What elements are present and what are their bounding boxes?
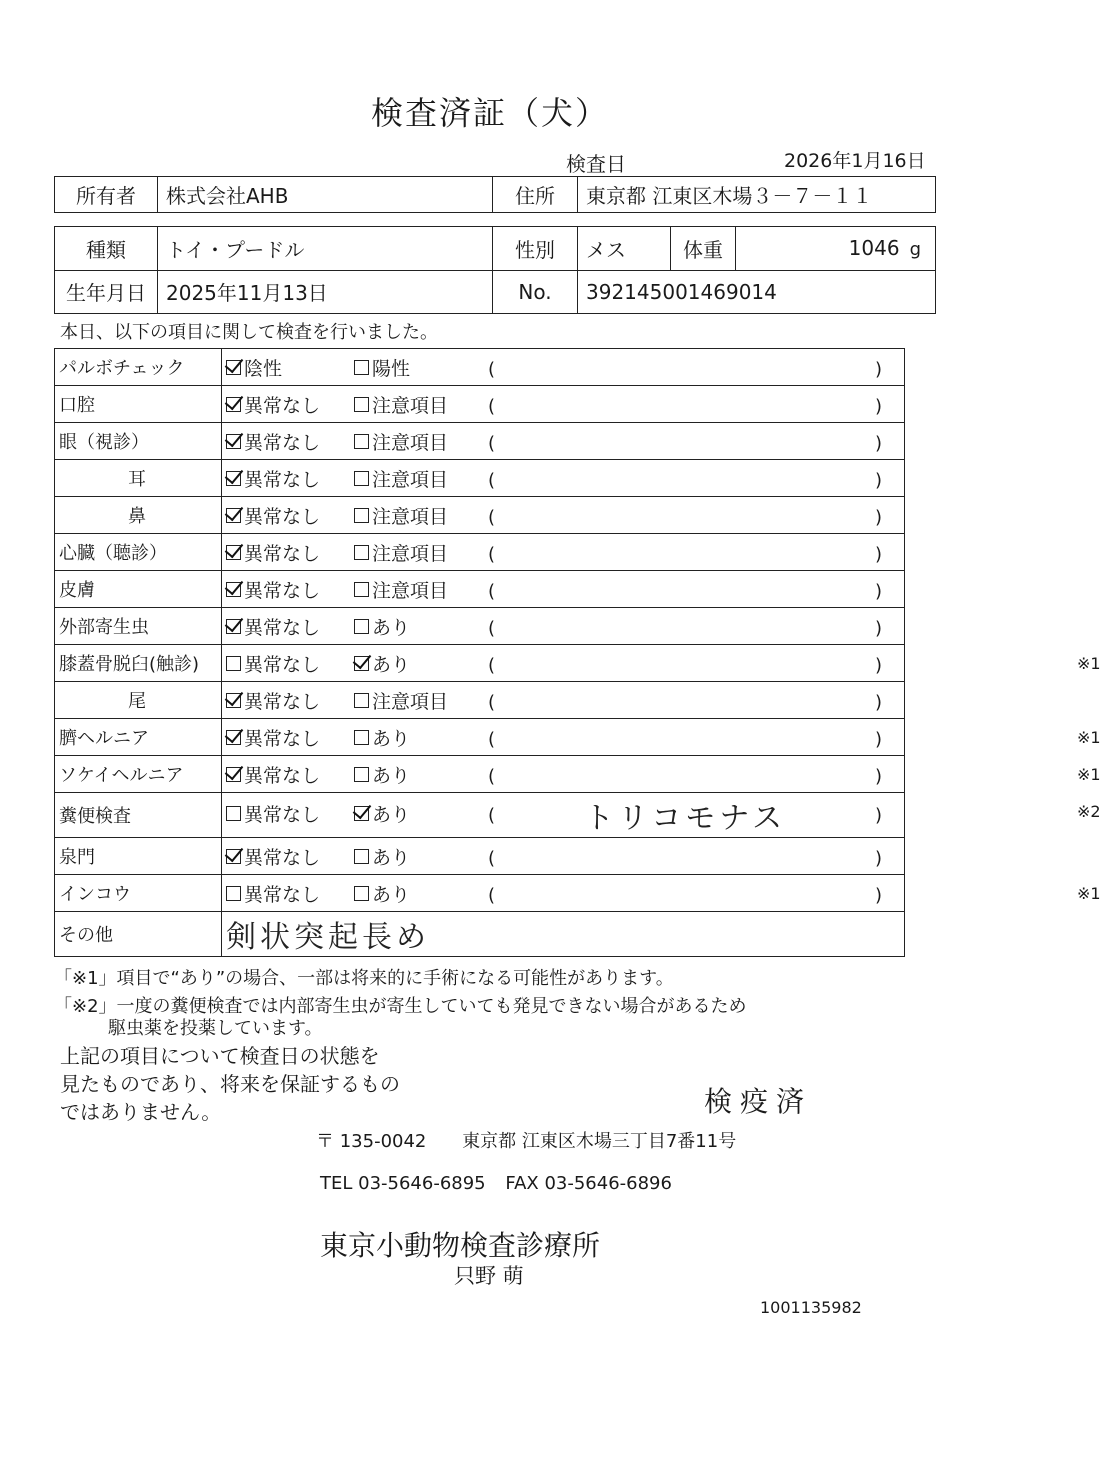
item-note-field xyxy=(488,544,882,565)
option-label: 注意項目 xyxy=(372,505,449,528)
item-note-field xyxy=(488,885,882,906)
other-label-cell xyxy=(55,912,222,957)
checked-checkbox-icon[interactable] xyxy=(226,767,241,782)
option-label: 異常なし xyxy=(244,653,321,676)
option-label: 異常なし xyxy=(244,883,321,906)
item-options-cell xyxy=(222,875,1101,912)
clinic-address-line xyxy=(316,1127,736,1153)
checkbox-icon[interactable] xyxy=(226,656,241,671)
option-normal[interactable] xyxy=(226,502,354,529)
clinic-address: 東京都 江東区木場三丁目7番11号 xyxy=(462,1131,737,1152)
item-options-cell xyxy=(222,645,1101,682)
option-abnormal[interactable] xyxy=(354,761,482,788)
option-label: 注意項目 xyxy=(372,431,449,454)
footnote-marker: ※1 xyxy=(1077,765,1101,784)
option-label: 異常なし xyxy=(244,579,321,602)
option-normal[interactable] xyxy=(226,687,354,714)
owner-table xyxy=(54,176,936,213)
weight-unit: g xyxy=(909,239,921,261)
item-name: インコウ xyxy=(59,884,131,905)
breed-label: 種類 xyxy=(55,227,158,271)
other-note-cell xyxy=(222,912,905,957)
item-name: 眼（視診） xyxy=(59,432,149,453)
checked-checkbox-icon[interactable] xyxy=(354,806,369,821)
item-name: 尾 xyxy=(128,691,146,712)
option-normal[interactable] xyxy=(226,391,354,418)
item-name-cell xyxy=(55,349,222,386)
item-row xyxy=(55,534,905,571)
item-row xyxy=(55,756,905,793)
checkbox-icon[interactable] xyxy=(354,545,369,560)
footnote-marker: ※2 xyxy=(1077,802,1101,821)
option-abnormal[interactable] xyxy=(354,428,482,455)
checkbox-icon[interactable] xyxy=(354,471,369,486)
option-abnormal[interactable] xyxy=(354,800,482,827)
paren-close: ) xyxy=(874,358,882,380)
paren-open: ( xyxy=(488,617,496,639)
option-label: 注意項目 xyxy=(372,394,449,417)
item-name: 膝蓋骨脱臼(触診) xyxy=(59,654,200,675)
inspection-date: 2026年1月16日 xyxy=(784,150,926,172)
paren-close: ) xyxy=(874,804,882,826)
item-options-cell xyxy=(222,682,905,719)
checkbox-icon[interactable] xyxy=(354,886,369,901)
postal-code: 〒 135-0042 xyxy=(316,1131,427,1152)
item-name: ソケイヘルニア xyxy=(59,765,184,786)
option-normal[interactable] xyxy=(226,354,354,381)
item-options-cell xyxy=(222,838,905,875)
item-note-field xyxy=(488,507,882,528)
item-name-cell xyxy=(55,645,222,682)
item-note-field xyxy=(488,396,882,417)
checkbox-icon[interactable] xyxy=(354,619,369,634)
item-row xyxy=(55,423,905,460)
option-abnormal[interactable] xyxy=(354,880,482,907)
option-label: 異常なし xyxy=(244,468,321,491)
item-name-cell xyxy=(55,534,222,571)
option-label: あり xyxy=(372,653,411,676)
option-label: あり xyxy=(372,803,411,826)
option-normal[interactable] xyxy=(226,843,354,870)
inspection-date-label: 検査日 xyxy=(566,152,626,176)
checkbox-icon[interactable] xyxy=(354,508,369,523)
option-abnormal[interactable] xyxy=(354,539,482,566)
option-abnormal[interactable] xyxy=(354,687,482,714)
item-options-cell xyxy=(222,460,905,497)
item-options-cell xyxy=(222,719,1101,756)
item-name-cell xyxy=(55,719,222,756)
item-options-cell xyxy=(222,386,905,423)
item-row xyxy=(55,386,905,423)
option-label: 陽性 xyxy=(372,357,411,380)
checkbox-icon[interactable] xyxy=(354,434,369,449)
option-abnormal[interactable] xyxy=(354,391,482,418)
option-abnormal[interactable] xyxy=(354,576,482,603)
paren-open: ( xyxy=(488,506,496,528)
item-name-cell xyxy=(55,423,222,460)
checkbox-icon[interactable] xyxy=(354,767,369,782)
item-note-field xyxy=(488,359,882,380)
paren-close: ) xyxy=(874,543,882,565)
paren-open: ( xyxy=(488,543,496,565)
owner-label: 所有者 xyxy=(55,177,158,213)
checked-checkbox-icon[interactable] xyxy=(226,397,241,412)
checked-checkbox-icon[interactable] xyxy=(226,849,241,864)
option-normal[interactable] xyxy=(226,880,354,907)
item-name-cell xyxy=(55,608,222,645)
checked-checkbox-icon[interactable] xyxy=(354,656,369,671)
option-label: 異常なし xyxy=(244,616,321,639)
quarantine-stamp: 検疫済 xyxy=(704,1085,813,1118)
paren-open: ( xyxy=(488,395,496,417)
option-label: 注意項目 xyxy=(372,468,449,491)
item-name: 糞便検査 xyxy=(59,806,131,827)
option-normal[interactable] xyxy=(226,724,354,751)
item-name: 耳 xyxy=(128,469,146,490)
checked-checkbox-icon[interactable] xyxy=(226,508,241,523)
checked-checkbox-icon[interactable] xyxy=(226,582,241,597)
footnote-marker: ※1 xyxy=(1077,654,1101,673)
item-row xyxy=(55,719,905,756)
checkbox-icon[interactable] xyxy=(354,360,369,375)
pet-table xyxy=(54,226,936,314)
option-label: 異常なし xyxy=(244,542,321,565)
option-abnormal[interactable] xyxy=(354,354,482,381)
option-label: 陰性 xyxy=(244,357,283,380)
checked-checkbox-icon[interactable] xyxy=(226,693,241,708)
paren-open: ( xyxy=(488,728,496,750)
closing-statement: 上記の項目について検査日の状態を 見たものであり、将来を保証するもの ではありません。 xyxy=(60,1044,400,1124)
option-normal[interactable] xyxy=(226,650,354,677)
paren-open: ( xyxy=(488,580,496,602)
item-name: パルボチェック xyxy=(59,358,185,379)
item-row xyxy=(55,682,905,719)
clinic-tel: TEL 03-5646-6895 xyxy=(320,1173,486,1194)
paren-close: ) xyxy=(874,506,882,528)
item-note-field xyxy=(488,470,882,491)
checked-checkbox-icon[interactable] xyxy=(226,360,241,375)
checkbox-icon[interactable] xyxy=(226,886,241,901)
item-options-cell xyxy=(222,423,905,460)
item-note-field xyxy=(488,729,882,750)
dob-value: 2025年11月13日 xyxy=(158,270,493,314)
paren-open: ( xyxy=(488,691,496,713)
sex-label: 性別 xyxy=(493,227,578,271)
option-label: 異常なし xyxy=(244,505,321,528)
paren-open: ( xyxy=(488,847,496,869)
item-options-cell xyxy=(222,756,1101,793)
option-label: あり xyxy=(372,764,411,787)
option-label: 異常なし xyxy=(244,690,321,713)
item-options-cell xyxy=(222,497,905,534)
paren-open: ( xyxy=(488,469,496,491)
option-label: 注意項目 xyxy=(372,690,449,713)
option-label: あり xyxy=(372,727,411,750)
sex-value: メス xyxy=(578,227,671,271)
item-note-field xyxy=(488,433,882,454)
paren-close: ) xyxy=(874,654,882,676)
item-options-cell xyxy=(222,793,1101,838)
intro-text: 本日、以下の項目に関して検査を行いました。 xyxy=(60,322,438,343)
item-options-cell xyxy=(222,534,905,571)
breed-value: トイ・プードル xyxy=(158,227,493,271)
item-options-cell xyxy=(222,608,905,645)
owner-address: 東京都 江東区木場３－７－１１ xyxy=(578,177,936,213)
option-abnormal[interactable] xyxy=(354,613,482,640)
paren-close: ) xyxy=(874,395,882,417)
checked-checkbox-icon[interactable] xyxy=(226,471,241,486)
checked-checkbox-icon[interactable] xyxy=(226,619,241,634)
option-label: 異常なし xyxy=(244,394,321,417)
inspection-items-table xyxy=(54,348,1101,957)
item-name-cell xyxy=(55,756,222,793)
option-label: あり xyxy=(372,616,411,639)
item-note-field xyxy=(488,766,882,787)
footnote-1: 「※1」項目で“あり”の場合、一部は将来的に手術になる可能性があります。 xyxy=(54,968,674,989)
option-normal[interactable] xyxy=(226,428,354,455)
option-normal[interactable] xyxy=(226,539,354,566)
option-label: 注意項目 xyxy=(372,542,449,565)
other-label: その他 xyxy=(59,925,113,946)
paren-open: ( xyxy=(488,884,496,906)
item-note-field xyxy=(488,655,882,676)
clinic-fax: FAX 03-5646-6896 xyxy=(505,1173,672,1194)
checkbox-icon[interactable] xyxy=(354,730,369,745)
item-row xyxy=(55,875,905,912)
item-row xyxy=(55,608,905,645)
checkbox-icon[interactable] xyxy=(354,582,369,597)
item-name: 心臓（聴診） xyxy=(59,543,167,564)
item-name-cell xyxy=(55,386,222,423)
document-title: 検査済証（犬） xyxy=(370,94,609,132)
handwritten-note: トリコモナス xyxy=(583,801,787,836)
option-normal[interactable] xyxy=(226,576,354,603)
footnote-marker: ※1 xyxy=(1077,884,1101,903)
other-handwritten-note: 剣状突起長め xyxy=(226,920,430,955)
footnote-2: 「※2」一度の糞便検査では内部寄生虫が寄生していても発見できない場合があるため xyxy=(54,996,747,1017)
item-row xyxy=(55,571,905,608)
document-number: 1001135982 xyxy=(760,1298,862,1317)
item-name: 鼻 xyxy=(128,506,146,527)
footnote-marker: ※1 xyxy=(1077,728,1101,747)
item-name-cell xyxy=(55,793,222,838)
paren-open: ( xyxy=(488,432,496,454)
item-row xyxy=(55,460,905,497)
paren-close: ) xyxy=(874,847,882,869)
paren-open: ( xyxy=(488,765,496,787)
item-options-cell xyxy=(222,571,905,608)
checkbox-icon[interactable] xyxy=(354,849,369,864)
option-label: 異常なし xyxy=(244,764,321,787)
item-row xyxy=(55,838,905,875)
option-normal[interactable] xyxy=(226,613,354,640)
option-label: あり xyxy=(372,883,411,906)
item-name: 口腔 xyxy=(59,395,95,416)
checkbox-icon[interactable] xyxy=(354,397,369,412)
item-name-cell xyxy=(55,571,222,608)
item-name-cell xyxy=(55,497,222,534)
item-name: 泉門 xyxy=(59,847,95,868)
option-label: 異常なし xyxy=(244,846,321,869)
item-name: 皮膚 xyxy=(59,580,95,601)
option-abnormal[interactable] xyxy=(354,724,482,751)
item-name-cell xyxy=(55,460,222,497)
paren-close: ) xyxy=(874,469,882,491)
paren-close: ) xyxy=(874,765,882,787)
item-name: 臍ヘルニア xyxy=(59,728,149,749)
clinic-contact-line xyxy=(320,1173,672,1194)
owner-value: 株式会社AHB xyxy=(158,177,493,213)
item-row xyxy=(55,497,905,534)
item-name-cell xyxy=(55,682,222,719)
paren-close: ) xyxy=(874,617,882,639)
item-name: 外部寄生虫 xyxy=(59,617,149,638)
checkbox-icon[interactable] xyxy=(226,806,241,821)
address-label: 住所 xyxy=(493,177,578,213)
item-name-cell xyxy=(55,875,222,912)
option-normal[interactable] xyxy=(226,800,354,827)
footnote-2-continued: 駆虫薬を投薬しています。 xyxy=(108,1018,323,1039)
item-row xyxy=(55,793,905,838)
paren-open: ( xyxy=(488,804,496,826)
option-label: 異常なし xyxy=(244,803,321,826)
no-value: 392145001469014 xyxy=(578,270,936,314)
paren-close: ) xyxy=(874,432,882,454)
option-abnormal[interactable] xyxy=(354,843,482,870)
checked-checkbox-icon[interactable] xyxy=(226,730,241,745)
item-note-field xyxy=(488,848,882,869)
paren-open: ( xyxy=(488,358,496,380)
no-label: No. xyxy=(493,270,578,314)
item-note-field xyxy=(488,793,882,837)
paren-open: ( xyxy=(488,654,496,676)
option-abnormal[interactable] xyxy=(354,465,482,492)
paren-close: ) xyxy=(874,580,882,602)
item-note-field xyxy=(488,692,882,713)
item-row xyxy=(55,349,905,386)
item-name-cell xyxy=(55,838,222,875)
checked-checkbox-icon[interactable] xyxy=(226,545,241,560)
weight-value: 1046 xyxy=(848,236,900,261)
option-abnormal[interactable] xyxy=(354,650,482,677)
option-abnormal[interactable] xyxy=(354,502,482,529)
item-options-cell xyxy=(222,349,905,386)
other-row xyxy=(55,912,905,957)
item-row xyxy=(55,645,905,682)
option-label: 異常なし xyxy=(244,727,321,750)
option-normal[interactable] xyxy=(226,761,354,788)
inspector-name: 只野 萌 xyxy=(454,1264,524,1288)
paren-close: ) xyxy=(874,728,882,750)
checkbox-icon[interactable] xyxy=(354,693,369,708)
dob-label: 生年月日 xyxy=(55,270,158,314)
option-label: あり xyxy=(372,846,411,869)
clinic-name: 東京小動物検査診療所 xyxy=(320,1229,601,1262)
paren-close: ) xyxy=(874,691,882,713)
weight-cell xyxy=(736,227,936,271)
weight-label: 体重 xyxy=(671,227,736,271)
option-label: 異常なし xyxy=(244,431,321,454)
item-note-field xyxy=(488,581,882,602)
paren-close: ) xyxy=(874,884,882,906)
item-note-field xyxy=(488,618,882,639)
option-label: 注意項目 xyxy=(372,579,449,602)
option-normal[interactable] xyxy=(226,465,354,492)
checked-checkbox-icon[interactable] xyxy=(226,434,241,449)
